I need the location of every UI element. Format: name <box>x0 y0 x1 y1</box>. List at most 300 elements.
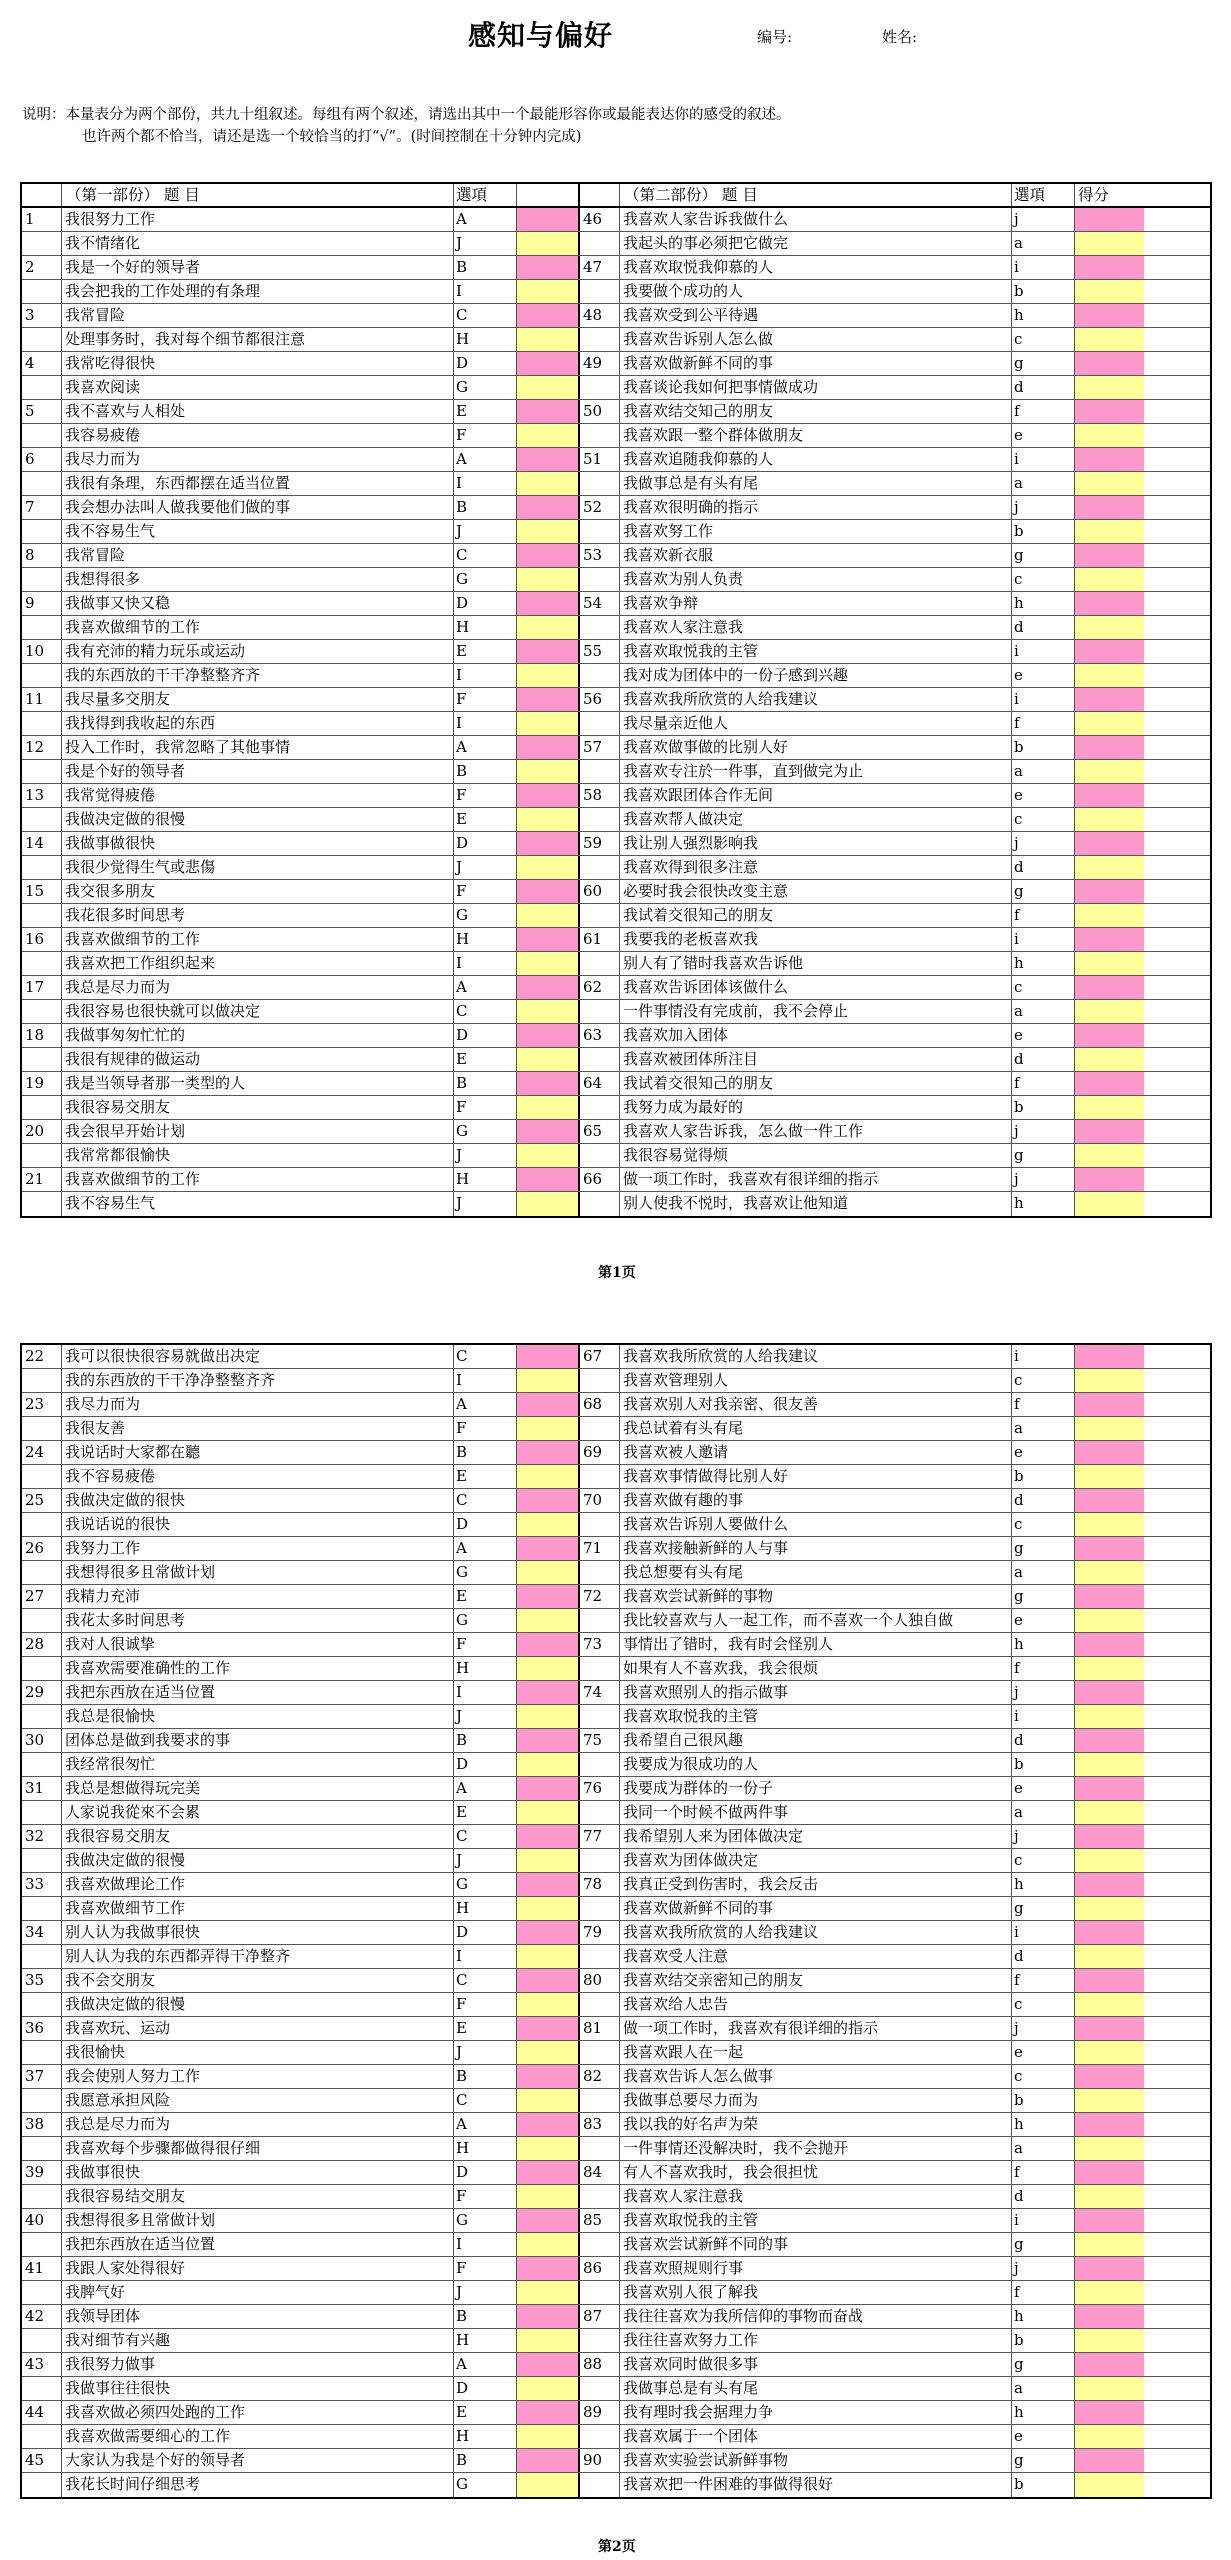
answer-cell-left[interactable] <box>517 832 580 855</box>
answer-cell-left[interactable] <box>517 1168 580 1191</box>
answer-cell-right[interactable] <box>1075 280 1144 303</box>
statement-right: 我喜欢得到很多注意 <box>620 856 1012 879</box>
statement-right: 做一项工作时，我喜欢有很详细的指示 <box>620 2017 1012 2040</box>
statement-right: 我喜欢告诉别人要做什么 <box>620 1513 1012 1536</box>
answer-cell-left[interactable] <box>517 2185 580 2208</box>
option-left: E <box>454 1801 517 1824</box>
answer-cell-left[interactable] <box>517 1489 580 1512</box>
answer-cell-right[interactable] <box>1075 1024 1144 1047</box>
answer-cell-left[interactable] <box>517 1393 580 1416</box>
answer-cell-left[interactable] <box>517 808 580 831</box>
answer-cell-left[interactable] <box>517 1681 580 1704</box>
answer-cell-left[interactable] <box>517 2401 580 2424</box>
answer-cell-right[interactable] <box>1075 2137 1144 2160</box>
statement-right: 我喜欢别人很了解我 <box>620 2281 1012 2304</box>
item-number-left: 36 <box>22 2017 62 2040</box>
answer-cell-left[interactable] <box>517 2473 580 2497</box>
item-number-left <box>22 2089 62 2112</box>
answer-cell-left[interactable] <box>517 1144 580 1167</box>
answer-cell-left[interactable] <box>517 1369 580 1392</box>
answer-cell-right[interactable] <box>1075 784 1144 807</box>
answer-cell-left[interactable] <box>517 1729 580 1752</box>
answer-cell-right[interactable] <box>1075 2089 1144 2112</box>
answer-cell-left[interactable] <box>517 1897 580 1920</box>
answer-cell-left[interactable] <box>517 952 580 975</box>
statement-right: 我喜欢人家告诉我，怎么做一件工作 <box>620 1120 1012 1143</box>
answer-cell-left[interactable] <box>517 976 580 999</box>
item-number-right: 63 <box>580 1024 620 1047</box>
answer-cell-left[interactable] <box>517 520 580 543</box>
option-right: c <box>1012 2065 1075 2088</box>
statement-right: 我喜欢跟团体合作无间 <box>620 784 1012 807</box>
answer-cell-left[interactable] <box>517 2281 580 2304</box>
item-number-left <box>22 1513 62 1536</box>
answer-cell-right[interactable] <box>1075 1801 1144 1824</box>
answer-cell-left[interactable] <box>517 1801 580 1824</box>
option-right: b <box>1012 1753 1075 1776</box>
answer-cell-left[interactable] <box>517 1345 580 1368</box>
answer-cell-right[interactable] <box>1075 1921 1144 1944</box>
answer-cell-right[interactable] <box>1075 2257 1144 2280</box>
table-row <box>22 880 1210 904</box>
answer-cell-right[interactable] <box>1075 448 1144 471</box>
item-number-left: 23 <box>22 1393 62 1416</box>
item-number-right <box>580 664 620 687</box>
answer-cell-left[interactable] <box>517 1024 580 1047</box>
answer-cell-right[interactable] <box>1075 1000 1144 1023</box>
page-number-2: 第2页 <box>598 2539 636 2555</box>
table-row <box>22 1393 1210 1417</box>
answer-cell-left[interactable] <box>517 1825 580 1848</box>
answer-cell-right[interactable] <box>1075 1120 1144 1143</box>
answer-cell-right[interactable] <box>1075 1168 1144 1191</box>
answer-cell-left[interactable] <box>517 592 580 615</box>
answer-cell-left[interactable] <box>517 2089 580 2112</box>
option-left: D <box>454 592 517 615</box>
table-row <box>22 2065 1210 2089</box>
answer-cell-left[interactable] <box>517 208 580 231</box>
answer-cell-left[interactable] <box>517 2065 580 2088</box>
item-number-left: 40 <box>22 2209 62 2232</box>
answer-cell-right[interactable] <box>1075 976 1144 999</box>
answer-cell-left[interactable] <box>517 448 580 471</box>
answer-cell-left[interactable] <box>517 1465 580 1488</box>
answer-cell-left[interactable] <box>517 376 580 399</box>
answer-cell-right[interactable] <box>1075 472 1144 495</box>
item-number-left: 44 <box>22 2401 62 2424</box>
answer-cell-right[interactable] <box>1075 1048 1144 1071</box>
answer-cell-left[interactable] <box>517 1945 580 1968</box>
answer-cell-left[interactable] <box>517 280 580 303</box>
answer-cell-right[interactable] <box>1075 616 1144 639</box>
answer-cell-right[interactable] <box>1075 2353 1144 2376</box>
answer-cell-left[interactable] <box>517 904 580 927</box>
statement-left: 我领导团体 <box>62 2305 454 2328</box>
statement-right: 我喜欢尝试新鲜不同的事 <box>620 2233 1012 2256</box>
answer-cell-left[interactable] <box>517 544 580 567</box>
answer-cell-left[interactable] <box>517 400 580 423</box>
answer-cell-right[interactable] <box>1075 304 1144 327</box>
answer-cell-left[interactable] <box>517 1585 580 1608</box>
table-row <box>22 1192 1210 1216</box>
answer-cell-left[interactable] <box>517 496 580 519</box>
answer-cell-left[interactable] <box>517 2257 580 2280</box>
item-number-right: 51 <box>580 448 620 471</box>
item-number-right <box>580 1753 620 1776</box>
answer-cell-right[interactable] <box>1075 328 1144 351</box>
answer-cell-right[interactable] <box>1075 1681 1144 1704</box>
answer-cell-right[interactable] <box>1075 1441 1144 1464</box>
item-number-right: 84 <box>580 2161 620 2184</box>
table-row <box>22 616 1210 640</box>
answer-cell-left[interactable] <box>517 616 580 639</box>
answer-cell-left[interactable] <box>517 880 580 903</box>
option-right: b <box>1012 736 1075 759</box>
option-left: J <box>454 2281 517 2304</box>
answer-cell-right[interactable] <box>1075 688 1144 711</box>
option-right: i <box>1012 640 1075 663</box>
answer-cell-left[interactable] <box>517 232 580 255</box>
answer-cell-left[interactable] <box>517 1048 580 1071</box>
statement-right: 我要成为群体的一份子 <box>620 1777 1012 1800</box>
item-number-left: 29 <box>22 1681 62 1704</box>
answer-cell-left[interactable] <box>517 664 580 687</box>
table-row <box>22 400 1210 424</box>
item-number-left <box>22 424 62 447</box>
answer-cell-left[interactable] <box>517 2329 580 2352</box>
statement-right: 我喜欢尝试新鲜的事物 <box>620 1585 1012 1608</box>
item-number-right <box>580 1705 620 1728</box>
answer-cell-left[interactable] <box>517 1417 580 1440</box>
item-number-left <box>22 808 62 831</box>
statement-right: 我喜欢告诉别人怎么做 <box>620 328 1012 351</box>
answer-cell-right[interactable] <box>1075 544 1144 567</box>
option-left: F <box>454 688 517 711</box>
option-right: e <box>1012 2425 1075 2448</box>
item-number-right <box>580 856 620 879</box>
table-row <box>22 1096 1210 1120</box>
answer-cell-right[interactable] <box>1075 256 1144 279</box>
table-row <box>22 424 1210 448</box>
option-left: J <box>454 856 517 879</box>
answer-cell-left[interactable] <box>517 1969 580 1992</box>
answer-cell-right[interactable] <box>1075 1585 1144 1608</box>
answer-cell-left[interactable] <box>517 1921 580 1944</box>
answer-cell-left[interactable] <box>517 1849 580 1872</box>
answer-cell-right[interactable] <box>1075 1072 1144 1095</box>
option-left: B <box>454 2065 517 2088</box>
table-row <box>22 2401 1210 2425</box>
answer-cell-left[interactable] <box>517 736 580 759</box>
answer-cell-right[interactable] <box>1075 2377 1144 2400</box>
answer-cell-right[interactable] <box>1075 424 1144 447</box>
answer-cell-right[interactable] <box>1075 1873 1144 1896</box>
answer-cell-right[interactable] <box>1075 1417 1144 1440</box>
item-number-right: 82 <box>580 2065 620 2088</box>
option-left: I <box>454 664 517 687</box>
item-number-right: 70 <box>580 1489 620 1512</box>
statement-right: 我喜欢结交知己的朋友 <box>620 400 1012 423</box>
answer-cell-left[interactable] <box>517 2137 580 2160</box>
statement-right: 我喜欢管理别人 <box>620 1369 1012 1392</box>
item-number-left <box>22 2137 62 2160</box>
option-right: e <box>1012 1777 1075 1800</box>
answer-cell-right[interactable] <box>1075 2041 1144 2064</box>
answer-cell-left[interactable] <box>517 1000 580 1023</box>
answer-cell-right[interactable] <box>1075 2161 1144 2184</box>
item-number-left <box>22 328 62 351</box>
item-number-left: 42 <box>22 2305 62 2328</box>
answer-cell-right[interactable] <box>1075 2425 1144 2448</box>
answer-cell-left[interactable] <box>517 688 580 711</box>
answer-cell-right[interactable] <box>1075 1609 1144 1632</box>
item-number-right: 59 <box>580 832 620 855</box>
statement-right: 我喜欢接触新鲜的人与事 <box>620 1537 1012 1560</box>
answer-cell-right[interactable] <box>1075 736 1144 759</box>
answer-cell-right[interactable] <box>1075 1777 1144 1800</box>
answer-cell-left[interactable] <box>517 1657 580 1680</box>
answer-cell-right[interactable] <box>1075 376 1144 399</box>
table-row <box>22 1537 1210 1561</box>
item-number-right <box>580 1945 620 1968</box>
answer-cell-right[interactable] <box>1075 592 1144 615</box>
answer-cell-right[interactable] <box>1075 1096 1144 1119</box>
option-left: E <box>454 2401 517 2424</box>
answer-cell-right[interactable] <box>1075 760 1144 783</box>
answer-cell-right[interactable] <box>1075 2305 1144 2328</box>
table-row <box>22 2089 1210 2113</box>
answer-cell-right[interactable] <box>1075 640 1144 663</box>
answer-cell-right[interactable] <box>1075 2065 1144 2088</box>
answer-cell-right[interactable] <box>1075 1705 1144 1728</box>
answer-cell-left[interactable] <box>517 2209 580 2232</box>
answer-cell-right[interactable] <box>1075 1753 1144 1776</box>
answer-cell-left[interactable] <box>517 712 580 735</box>
answer-cell-left[interactable] <box>517 640 580 663</box>
answer-cell-left[interactable] <box>517 1096 580 1119</box>
answer-cell-right[interactable] <box>1075 400 1144 423</box>
survey-table-page1 <box>20 182 1212 1218</box>
answer-cell-left[interactable] <box>517 1513 580 1536</box>
option-left: I <box>454 712 517 735</box>
answer-cell-right[interactable] <box>1075 2401 1144 2424</box>
answer-cell-left[interactable] <box>517 1537 580 1560</box>
answer-cell-right[interactable] <box>1075 2473 1144 2497</box>
statement-left: 我很有规律的做运动 <box>62 1048 454 1071</box>
item-number-left <box>22 1897 62 1920</box>
answer-cell-right[interactable] <box>1075 808 1144 831</box>
table-row <box>22 2233 1210 2257</box>
answer-cell-right[interactable] <box>1075 1393 1144 1416</box>
answer-cell-right[interactable] <box>1075 2449 1144 2472</box>
statement-left: 别人认为我的东西都弄得干净整齐 <box>62 1945 454 1968</box>
answer-cell-left[interactable] <box>517 856 580 879</box>
item-number-right <box>580 1465 620 1488</box>
table-row <box>22 2377 1210 2401</box>
table-row <box>22 904 1210 928</box>
answer-cell-left[interactable] <box>517 1993 580 2016</box>
option-left: F <box>454 2257 517 2280</box>
answer-cell-right[interactable] <box>1075 1537 1144 1560</box>
answer-cell-right[interactable] <box>1075 880 1144 903</box>
answer-cell-right[interactable] <box>1075 1849 1144 1872</box>
item-number-right: 50 <box>580 400 620 423</box>
answer-cell-right[interactable] <box>1075 952 1144 975</box>
statement-left: 我喜欢做必须四处跑的工作 <box>62 2401 454 2424</box>
answer-cell-left[interactable] <box>517 352 580 375</box>
statement-right: 我喜欢加入团体 <box>620 1024 1012 1047</box>
statement-right: 我做事总要尽力而为 <box>620 2089 1012 2112</box>
answer-cell-right[interactable] <box>1075 2233 1144 2256</box>
answer-cell-right[interactable] <box>1075 1657 1144 1680</box>
table-row <box>22 592 1210 616</box>
answer-cell-left[interactable] <box>517 2305 580 2328</box>
answer-cell-right[interactable] <box>1075 2281 1144 2304</box>
statement-right: 我有理时我会据理力争 <box>620 2401 1012 2424</box>
option-left: H <box>454 1657 517 1680</box>
item-number-right: 87 <box>580 2305 620 2328</box>
item-number-left <box>22 2233 62 2256</box>
item-number-right <box>580 1513 620 1536</box>
answer-cell-right[interactable] <box>1075 664 1144 687</box>
answer-cell-right[interactable] <box>1075 904 1144 927</box>
answer-cell-left[interactable] <box>517 2161 580 2184</box>
item-number-right <box>580 2185 620 2208</box>
answer-cell-right[interactable] <box>1075 856 1144 879</box>
answer-cell-right[interactable] <box>1075 232 1144 255</box>
table-row <box>22 712 1210 736</box>
option-right: j <box>1012 208 1075 231</box>
answer-cell-left[interactable] <box>517 1441 580 1464</box>
item-number-right <box>580 1000 620 1023</box>
answer-cell-right[interactable] <box>1075 2113 1144 2136</box>
answer-cell-left[interactable] <box>517 1633 580 1656</box>
answer-cell-right[interactable] <box>1075 1897 1144 1920</box>
answer-cell-right[interactable] <box>1075 208 1144 231</box>
answer-cell-left[interactable] <box>517 2017 580 2040</box>
statement-left: 我花太多时间思考 <box>62 1609 454 1632</box>
answer-cell-right[interactable] <box>1075 1561 1144 1584</box>
answer-cell-left[interactable] <box>517 2449 580 2472</box>
table-row <box>22 976 1210 1000</box>
answer-cell-left[interactable] <box>517 256 580 279</box>
answer-cell-left[interactable] <box>517 568 580 591</box>
answer-cell-left[interactable] <box>517 304 580 327</box>
statement-left: 我愿意承担风险 <box>62 2089 454 2112</box>
option-right: f <box>1012 2281 1075 2304</box>
answer-cell-right[interactable] <box>1075 712 1144 735</box>
answer-cell-left[interactable] <box>517 2425 580 2448</box>
option-left: F <box>454 1417 517 1440</box>
answer-cell-right[interactable] <box>1075 520 1144 543</box>
answer-cell-left[interactable] <box>517 1192 580 1216</box>
table-row <box>22 2329 1210 2353</box>
option-right: h <box>1012 304 1075 327</box>
answer-cell-right[interactable] <box>1075 496 1144 519</box>
answer-cell-left[interactable] <box>517 760 580 783</box>
answer-cell-right[interactable] <box>1075 1192 1144 1216</box>
answer-cell-left[interactable] <box>517 1609 580 1632</box>
answer-cell-left[interactable] <box>517 424 580 447</box>
option-header-left: 選項 <box>454 184 517 206</box>
answer-cell-left[interactable] <box>517 2041 580 2064</box>
answer-cell-right[interactable] <box>1075 1489 1144 1512</box>
answer-cell-right[interactable] <box>1075 1945 1144 1968</box>
answer-cell-left[interactable] <box>517 2113 580 2136</box>
answer-cell-right[interactable] <box>1075 2185 1144 2208</box>
answer-cell-right[interactable] <box>1075 2017 1144 2040</box>
item-number-right: 56 <box>580 688 620 711</box>
item-number-left <box>22 2041 62 2064</box>
table-row <box>22 1561 1210 1585</box>
answer-cell-left[interactable] <box>517 784 580 807</box>
answer-cell-right[interactable] <box>1075 1825 1144 1848</box>
statement-right: 我喜欢被人邀请 <box>620 1441 1012 1464</box>
answer-cell-left[interactable] <box>517 2233 580 2256</box>
statement-left: 我很容易交朋友 <box>62 1825 454 1848</box>
answer-cell-right[interactable] <box>1075 1513 1144 1536</box>
statement-left: 我找得到我收起的东西 <box>62 712 454 735</box>
answer-cell-left[interactable] <box>517 1777 580 1800</box>
answer-cell-left[interactable] <box>517 1705 580 1728</box>
answer-cell-right[interactable] <box>1075 1465 1144 1488</box>
item-number-right: 81 <box>580 2017 620 2040</box>
option-left: B <box>454 760 517 783</box>
answer-cell-left[interactable] <box>517 2377 580 2400</box>
answer-cell-right[interactable] <box>1075 1633 1144 1656</box>
option-left: C <box>454 1825 517 1848</box>
statement-left: 我很有条理，东西都摆在适当位置 <box>62 472 454 495</box>
statement-left: 我花长时间仔细思考 <box>62 2473 454 2497</box>
statement-left: 我想得很多 <box>62 568 454 591</box>
statement-left: 我想得很多且常做计划 <box>62 2209 454 2232</box>
statement-left: 我会想办法叫人做我要他们做的事 <box>62 496 454 519</box>
item-number-right <box>580 2137 620 2160</box>
answer-cell-left[interactable] <box>517 1561 580 1584</box>
option-right: h <box>1012 1633 1075 1656</box>
item-number-right <box>580 2281 620 2304</box>
answer-cell-left[interactable] <box>517 1873 580 1896</box>
item-number-right <box>580 1417 620 1440</box>
answer-cell-right[interactable] <box>1075 928 1144 951</box>
item-number-right <box>580 1096 620 1119</box>
answer-cell-right[interactable] <box>1075 1729 1144 1752</box>
statement-left: 我想得很多且常做计划 <box>62 1561 454 1584</box>
answer-cell-right[interactable] <box>1075 1969 1144 1992</box>
answer-cell-left[interactable] <box>517 1072 580 1095</box>
table-row <box>22 448 1210 472</box>
table-row <box>22 1609 1210 1633</box>
answer-cell-right[interactable] <box>1075 2329 1144 2352</box>
answer-cell-left[interactable] <box>517 1753 580 1776</box>
answer-cell-left[interactable] <box>517 928 580 951</box>
answer-cell-right[interactable] <box>1075 568 1144 591</box>
item-number-left: 26 <box>22 1537 62 1560</box>
answer-cell-right[interactable] <box>1075 1993 1144 2016</box>
answer-cell-right[interactable] <box>1075 1345 1144 1368</box>
answer-cell-left[interactable] <box>517 328 580 351</box>
answer-cell-right[interactable] <box>1075 832 1144 855</box>
answer-cell-left[interactable] <box>517 2353 580 2376</box>
option-left: D <box>454 2161 517 2184</box>
answer-cell-left[interactable] <box>517 1120 580 1143</box>
statement-right: 我喜欢做新鲜不同的事 <box>620 1897 1012 1920</box>
answer-cell-right[interactable] <box>1075 352 1144 375</box>
answer-cell-right[interactable] <box>1075 1144 1144 1167</box>
answer-cell-right[interactable] <box>1075 2209 1144 2232</box>
answer-cell-right[interactable] <box>1075 1369 1144 1392</box>
answer-cell-left[interactable] <box>517 472 580 495</box>
